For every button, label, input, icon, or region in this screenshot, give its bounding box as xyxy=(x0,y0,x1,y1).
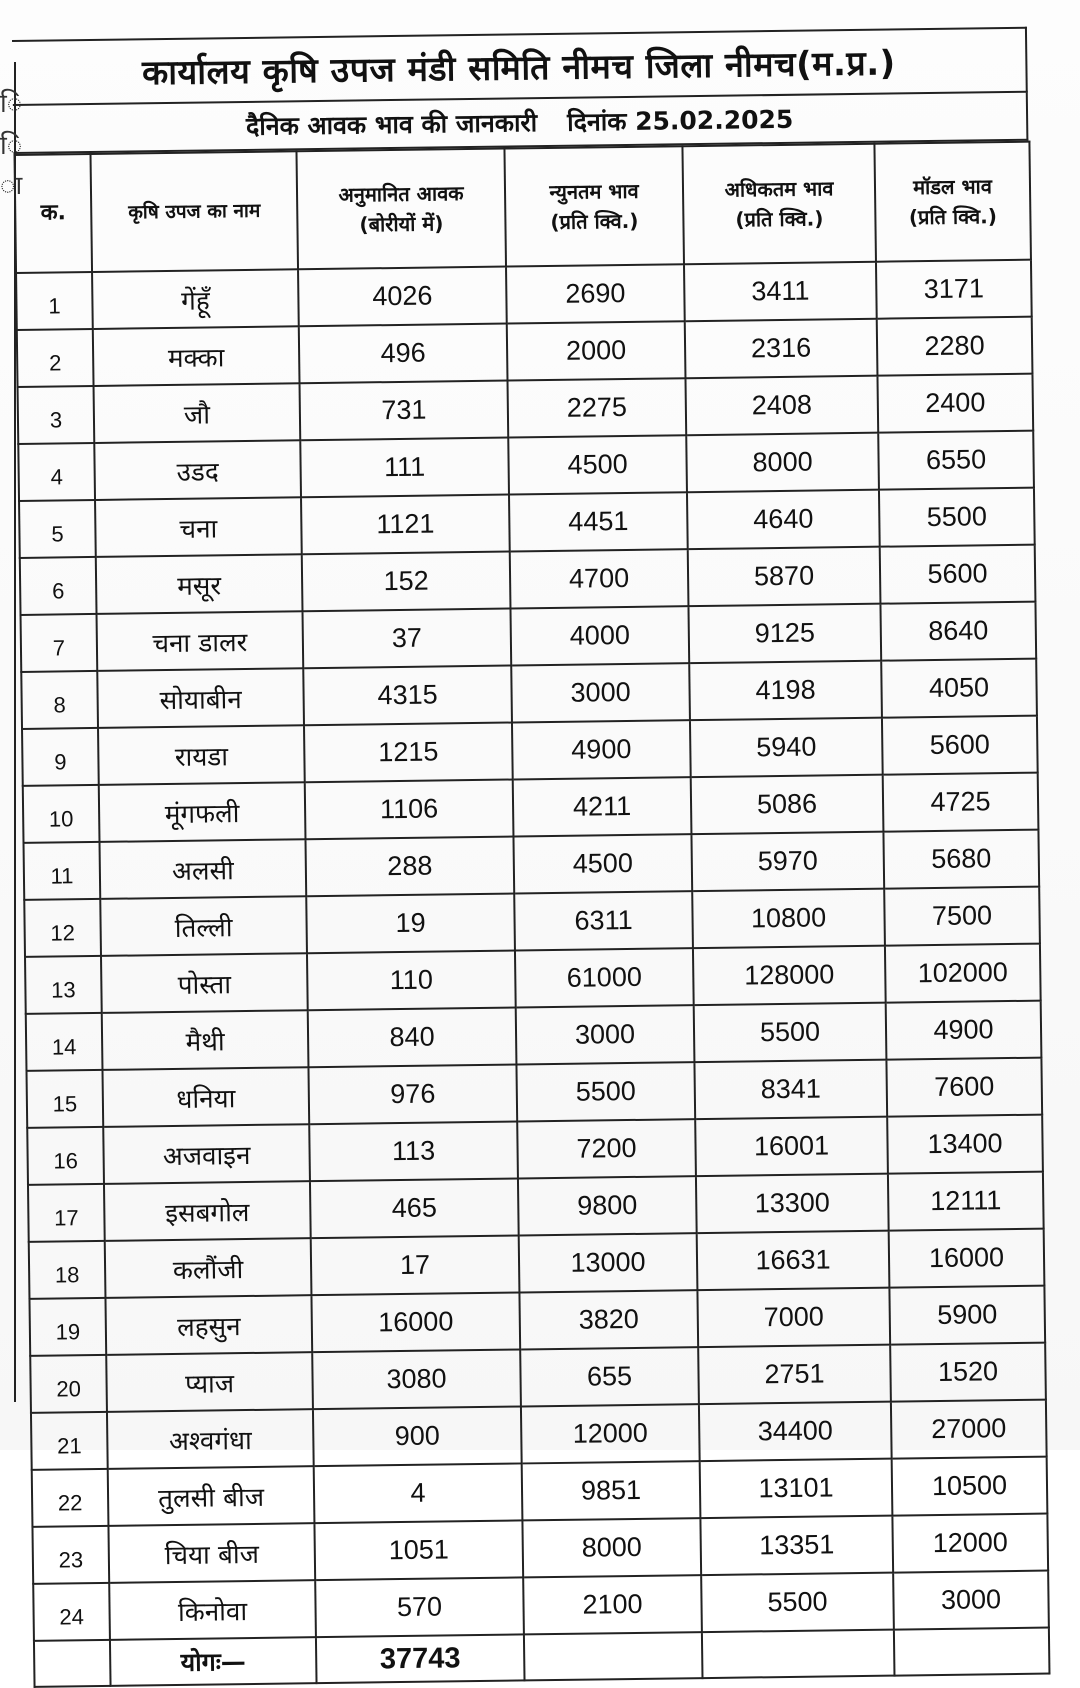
modal-rate-cell: 5500 xyxy=(879,488,1035,547)
modal-rate-cell: 10500 xyxy=(892,1457,1048,1516)
serial-cell: 17 xyxy=(28,1184,105,1242)
serial-cell: 12 xyxy=(24,899,101,957)
edge-fragment: ि xyxy=(0,131,23,161)
minimum-rate-cell: 9851 xyxy=(522,1461,701,1520)
minimum-rate-cell: 61000 xyxy=(515,948,694,1007)
minimum-rate-cell: 9800 xyxy=(518,1176,697,1235)
minimum-rate-cell: 6311 xyxy=(514,891,693,950)
maximum-rate-cell: 4640 xyxy=(687,490,880,550)
market-rate-document xyxy=(12,27,1048,1688)
produce-name-cell: सोयाबीन xyxy=(97,668,304,728)
produce-name-cell: लहसुन xyxy=(105,1295,312,1355)
minimum-rate-cell: 8000 xyxy=(522,1518,701,1577)
produce-name-cell: गेंहूँ xyxy=(92,269,299,329)
serial-cell: 23 xyxy=(32,1526,109,1584)
header-line: (प्रति क्वि.) xyxy=(735,206,824,232)
modal-rate-cell: 1520 xyxy=(890,1343,1046,1402)
arrival-cell: 976 xyxy=(308,1064,517,1124)
serial-cell: 4 xyxy=(18,443,95,501)
serial-cell: 7 xyxy=(21,614,98,672)
serial-cell: 2 xyxy=(17,329,94,387)
modal-rate-cell: 4900 xyxy=(886,1001,1042,1060)
header-line: (बोरीयों में) xyxy=(359,211,444,237)
arrival-cell: 3080 xyxy=(312,1349,521,1409)
modal-rate-cell: 2400 xyxy=(877,374,1033,433)
header-maximum-rate xyxy=(682,144,876,265)
arrival-cell: 288 xyxy=(305,837,514,897)
serial-cell: 21 xyxy=(31,1412,108,1470)
total-empty-cell xyxy=(34,1640,111,1687)
arrival-cell: 152 xyxy=(302,552,511,612)
minimum-rate-cell: 4700 xyxy=(510,549,689,608)
minimum-rate-cell: 2100 xyxy=(523,1575,702,1634)
modal-rate-cell: 7500 xyxy=(884,887,1040,946)
header-line: अधिकतम भाव xyxy=(724,176,834,202)
maximum-rate-cell: 13101 xyxy=(700,1459,893,1519)
minimum-rate-cell: 2000 xyxy=(507,321,686,380)
arrival-cell: 1051 xyxy=(314,1520,523,1580)
total-label: योगः— xyxy=(110,1637,317,1686)
header-serial: क. xyxy=(15,154,93,273)
minimum-rate-cell: 2275 xyxy=(508,378,687,437)
arrival-cell: 1121 xyxy=(301,495,510,555)
modal-rate-cell: 7600 xyxy=(886,1058,1042,1117)
serial-cell: 11 xyxy=(24,842,101,900)
modal-rate-cell: 27000 xyxy=(891,1400,1047,1459)
arrival-cell: 900 xyxy=(313,1406,522,1466)
minimum-rate-cell: 13000 xyxy=(519,1233,698,1292)
header-line: मॉडल भाव xyxy=(912,174,993,200)
serial-cell: 8 xyxy=(21,671,98,729)
arrival-cell: 1106 xyxy=(305,780,514,840)
minimum-rate-cell: 12000 xyxy=(521,1404,700,1463)
maximum-rate-cell: 3411 xyxy=(684,262,877,322)
serial-cell: 5 xyxy=(19,500,96,558)
arrival-cell: 111 xyxy=(300,438,509,498)
maximum-rate-cell: 5870 xyxy=(688,547,881,607)
serial-cell: 9 xyxy=(22,728,99,786)
maximum-rate-cell: 5970 xyxy=(691,832,884,892)
adjacent-page-edge xyxy=(0,62,23,1402)
maximum-rate-cell: 13351 xyxy=(700,1516,893,1576)
maximum-rate-cell: 5940 xyxy=(690,718,883,778)
arrival-rate-table xyxy=(13,141,1050,1688)
serial-cell: 15 xyxy=(26,1070,103,1128)
table-body xyxy=(16,260,1049,1641)
produce-name-cell: उडद xyxy=(94,440,301,500)
subtitle-label: दैनिक आवक भाव की जानकारी xyxy=(245,108,538,141)
modal-rate-cell: 4725 xyxy=(883,773,1039,832)
produce-name-cell: प्याज xyxy=(106,1352,313,1412)
produce-name-cell: रायडा xyxy=(98,725,305,785)
header-line: (प्रति क्वि.) xyxy=(908,204,998,230)
maximum-rate-cell: 7000 xyxy=(697,1288,890,1348)
arrival-cell: 17 xyxy=(311,1235,520,1295)
minimum-rate-cell: 4000 xyxy=(510,606,689,665)
header-line: न्युनतम भाव xyxy=(549,178,639,204)
header-minimum-rate xyxy=(504,146,684,266)
modal-rate-cell: 4050 xyxy=(881,659,1037,718)
produce-name-cell: कलौंजी xyxy=(105,1238,312,1298)
modal-rate-cell: 5680 xyxy=(883,830,1039,889)
produce-name-cell: तुलसी बीज xyxy=(108,1466,315,1526)
maximum-rate-cell: 9125 xyxy=(688,604,881,664)
modal-rate-cell: 5600 xyxy=(880,545,1036,604)
minimum-rate-cell: 4451 xyxy=(509,492,688,551)
produce-name-cell: मैथी xyxy=(102,1010,309,1070)
maximum-rate-cell: 4198 xyxy=(689,661,882,721)
arrival-cell: 4315 xyxy=(303,666,512,726)
serial-cell: 6 xyxy=(20,557,97,615)
produce-name-cell: अलसी xyxy=(100,839,307,899)
total-arrival: 37743 xyxy=(316,1634,525,1683)
produce-name-cell: इसबगोल xyxy=(104,1181,311,1241)
minimum-rate-cell: 3000 xyxy=(511,663,690,722)
modal-rate-cell: 3171 xyxy=(876,260,1032,319)
modal-rate-cell: 16000 xyxy=(889,1229,1045,1288)
table-header-row xyxy=(15,142,1031,273)
arrival-cell: 16000 xyxy=(311,1292,520,1352)
produce-name-cell: चिया बीज xyxy=(108,1523,315,1583)
arrival-cell: 731 xyxy=(300,381,509,441)
arrival-cell: 496 xyxy=(299,324,508,384)
maximum-rate-cell: 5500 xyxy=(694,1003,887,1063)
maximum-rate-cell: 10800 xyxy=(692,889,885,949)
modal-rate-cell: 3000 xyxy=(893,1571,1049,1630)
maximum-rate-cell: 8000 xyxy=(686,433,879,493)
maximum-rate-cell: 5500 xyxy=(701,1573,894,1633)
total-empty-cell xyxy=(894,1628,1050,1676)
produce-name-cell: चना xyxy=(95,497,302,557)
produce-name-cell: पोस्ता xyxy=(101,953,308,1013)
arrival-cell: 570 xyxy=(315,1577,524,1637)
serial-cell: 19 xyxy=(29,1298,106,1356)
serial-cell: 20 xyxy=(30,1355,107,1413)
produce-name-cell: जौ xyxy=(94,383,301,443)
produce-name-cell: मूंगफली xyxy=(99,782,306,842)
office-title: कार्यालय कृषि उपज मंडी समिति नीमच जिला नीमच(म.प्र.) xyxy=(12,27,1028,106)
maximum-rate-cell: 34400 xyxy=(699,1402,892,1462)
produce-name-cell: तिल्ली xyxy=(100,896,307,956)
arrival-cell: 840 xyxy=(308,1007,517,1067)
arrival-cell: 37 xyxy=(303,609,512,669)
edge-fragment: ि xyxy=(0,89,23,119)
total-empty-cell xyxy=(524,1632,703,1680)
maximum-rate-cell: 2408 xyxy=(685,376,878,436)
produce-name-cell: अश्वगंधा xyxy=(107,1409,314,1469)
modal-rate-cell: 5900 xyxy=(889,1286,1045,1345)
produce-name-cell: मक्का xyxy=(93,326,300,386)
modal-rate-cell: 12000 xyxy=(892,1514,1048,1573)
produce-name-cell: मसूर xyxy=(96,554,303,614)
header-line: (प्रति क्वि.) xyxy=(550,208,639,234)
serial-cell: 3 xyxy=(18,386,95,444)
serial-cell: 1 xyxy=(16,272,93,330)
maximum-rate-cell: 5086 xyxy=(691,775,884,835)
minimum-rate-cell: 4500 xyxy=(513,834,692,893)
modal-rate-cell: 2280 xyxy=(877,317,1033,376)
header-estimated-arrival xyxy=(296,149,506,270)
maximum-rate-cell: 128000 xyxy=(693,946,886,1006)
arrival-cell: 19 xyxy=(306,893,515,953)
minimum-rate-cell: 4211 xyxy=(513,777,692,836)
serial-cell: 10 xyxy=(23,785,100,843)
maximum-rate-cell: 13300 xyxy=(696,1174,889,1234)
minimum-rate-cell: 2690 xyxy=(506,264,685,323)
minimum-rate-cell: 3820 xyxy=(519,1290,698,1349)
minimum-rate-cell: 655 xyxy=(520,1347,699,1406)
maximum-rate-cell: 16001 xyxy=(695,1117,888,1177)
serial-cell: 16 xyxy=(27,1127,104,1185)
maximum-rate-cell: 16631 xyxy=(697,1231,890,1291)
minimum-rate-cell: 4900 xyxy=(512,720,691,779)
modal-rate-cell: 102000 xyxy=(885,944,1041,1003)
arrival-cell: 465 xyxy=(310,1178,519,1238)
minimum-rate-cell: 5500 xyxy=(516,1062,695,1121)
arrival-cell: 113 xyxy=(309,1121,518,1181)
serial-cell: 22 xyxy=(32,1469,109,1527)
serial-cell: 24 xyxy=(33,1583,110,1641)
header-line: अनुमानित आवक xyxy=(338,181,464,207)
serial-cell: 14 xyxy=(26,1013,103,1071)
report-date: दिनांक 25.02.2025 xyxy=(566,104,794,137)
modal-rate-cell: 6550 xyxy=(878,431,1034,490)
modal-rate-cell: 13400 xyxy=(887,1115,1043,1174)
header-modal-rate xyxy=(874,142,1031,262)
arrival-cell: 4026 xyxy=(298,267,507,327)
serial-cell: 18 xyxy=(29,1241,106,1299)
modal-rate-cell: 8640 xyxy=(880,602,1036,661)
minimum-rate-cell: 4500 xyxy=(508,435,687,494)
modal-rate-cell: 5600 xyxy=(882,716,1038,775)
edge-fragment: ा xyxy=(0,171,23,201)
serial-cell: 13 xyxy=(25,956,102,1014)
minimum-rate-cell: 3000 xyxy=(516,1005,695,1064)
arrival-cell: 110 xyxy=(307,950,516,1010)
produce-name-cell: अजवाइन xyxy=(103,1124,310,1184)
total-empty-cell xyxy=(702,1630,895,1679)
produce-name-cell: धनिया xyxy=(102,1067,309,1127)
maximum-rate-cell: 2751 xyxy=(698,1345,891,1405)
arrival-cell: 1215 xyxy=(304,723,513,783)
minimum-rate-cell: 7200 xyxy=(517,1119,696,1178)
maximum-rate-cell: 2316 xyxy=(685,319,878,379)
maximum-rate-cell: 8341 xyxy=(694,1060,887,1120)
produce-name-cell: चना डालर xyxy=(97,611,304,671)
modal-rate-cell: 12111 xyxy=(888,1172,1044,1231)
header-produce-name: कृषि उपज का नाम xyxy=(90,151,298,272)
arrival-cell: 4 xyxy=(314,1463,523,1523)
produce-name-cell: किनोवा xyxy=(109,1580,316,1640)
